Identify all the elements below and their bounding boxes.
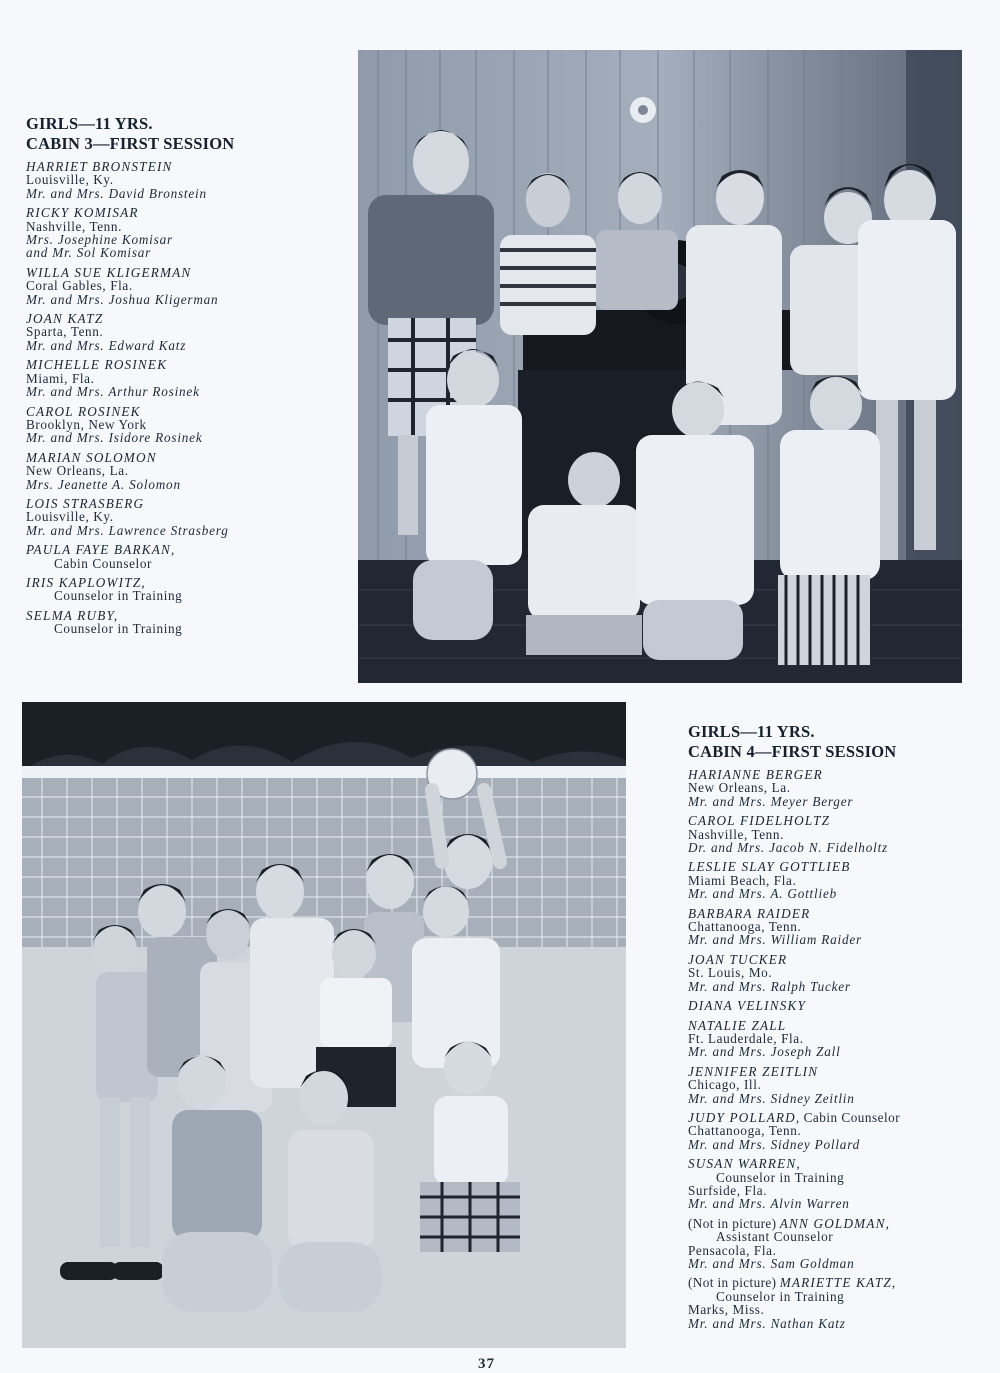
camper-name: LESLIE SLAY GOTTLIEB	[688, 859, 851, 875]
roster-entry	[688, 1217, 988, 1271]
not-in-picture-note: (Not in picture)	[688, 1275, 777, 1291]
roster-entry	[688, 814, 988, 854]
hometown: New Orleans, La.	[26, 463, 129, 479]
entry-name-line	[688, 768, 988, 781]
hometown: Surfside, Fla.	[688, 1182, 768, 1198]
hometown: Pensacola, Fla.	[688, 1242, 777, 1258]
roster-entry	[688, 1276, 988, 1330]
roster-entry	[26, 312, 351, 352]
cabin4-heading-line2: CABIN 4—FIRST SESSION	[688, 742, 897, 761]
entry-name-line	[688, 814, 988, 827]
roster-entry	[688, 1111, 988, 1151]
roster-entry	[26, 266, 351, 306]
cabin4-group-photo	[22, 702, 626, 1348]
entry-name-line	[26, 543, 351, 556]
parents: Mr. and Mrs. Sam Goldman	[688, 1256, 855, 1271]
counselor-role: Counselor in Training	[54, 621, 183, 637]
camper-name: WILLA SUE KLIGERMAN	[26, 264, 192, 280]
camper-name: DIANA VELINSKY	[688, 998, 807, 1014]
parents: Mr. and Mrs. Isidore Rosinek	[26, 430, 203, 446]
parents: Mr. and Mrs. Joseph Zall	[688, 1044, 841, 1060]
parents: Mr. and Mrs. A. Gottlieb	[688, 886, 837, 902]
hometown: Nashville, Tenn.	[26, 218, 122, 234]
cabin3-photo-image	[358, 50, 962, 683]
camper-name: SELMA RUBY,	[26, 607, 119, 623]
cabin3-group-photo	[358, 50, 962, 683]
entry-name-line	[26, 451, 351, 464]
roster-entry	[26, 160, 351, 200]
entry-name-line	[26, 497, 351, 510]
camper-name: IRIS KAPLOWITZ,	[26, 574, 146, 590]
parents-continued: and Mr. Sol Komisar	[26, 245, 152, 261]
roster-entry	[26, 206, 351, 260]
roster-entry	[688, 1019, 988, 1059]
hometown: St. Louis, Mo.	[688, 965, 773, 981]
parents: Mr. and Mrs. Ralph Tucker	[688, 978, 851, 994]
hometown: Chattanooga, Tenn.	[688, 1123, 802, 1139]
parents: Mr. and Mrs. Joshua Kligerman	[26, 291, 219, 307]
camper-name: JOAN TUCKER	[688, 951, 788, 967]
counselor-role: Cabin Counselor	[54, 555, 153, 571]
cabin3-list	[26, 160, 351, 636]
camper-name: JUDY POLLARD,	[688, 1109, 801, 1125]
counselor-role: Counselor in Training	[716, 1288, 845, 1304]
camper-name: ANN GOLDMAN,	[779, 1215, 891, 1231]
camper-name: RICKY KOMISAR	[26, 205, 139, 221]
camper-name: PAULA FAYE BARKAN,	[26, 542, 176, 558]
parents: Mr. and Mrs. William Raider	[688, 932, 862, 948]
counselor-role: Counselor in Training	[54, 588, 183, 604]
camper-name: MARIAN SOLOMON	[26, 449, 157, 465]
camper-name: BARBARA RAIDER	[688, 905, 811, 921]
parents: Mr. and Mrs. Nathan Katz	[688, 1315, 846, 1331]
counselor-role: Cabin Counselor	[803, 1109, 901, 1125]
entry-name-line	[26, 206, 351, 219]
entry-name-line	[688, 1157, 988, 1170]
parents: Mr. and Mrs. David Bronstein	[26, 185, 207, 201]
camper-name: HARRIET BRONSTEIN	[26, 159, 173, 174]
parents: Mrs. Jeanette A. Solomon	[26, 476, 181, 492]
hometown: Nashville, Tenn.	[688, 826, 784, 842]
roster-entry	[26, 451, 351, 491]
entry-name-line	[688, 907, 988, 920]
entry-name-line	[688, 1111, 988, 1124]
hometown: Chattanooga, Tenn.	[688, 919, 802, 935]
cabin3-roster	[26, 114, 351, 636]
entry-name-line	[26, 576, 351, 589]
entry-name-line	[26, 609, 351, 622]
hometown: Louisville, Ky.	[26, 172, 114, 188]
roster-entry	[688, 907, 988, 947]
not-in-picture-note: (Not in picture)	[688, 1215, 777, 1231]
camper-name: MARIETTE KATZ,	[779, 1275, 897, 1291]
hometown: Coral Gables, Fla.	[26, 278, 133, 294]
camper-name: CAROL FIDELHOLTZ	[688, 813, 831, 829]
entry-name-line	[688, 1065, 988, 1078]
parents: Mrs. Josephine Komisar	[26, 232, 173, 248]
parents: Mr. and Mrs. Alvin Warren	[688, 1196, 850, 1212]
roster-entry	[26, 576, 351, 603]
parents: Mr. and Mrs. Arthur Rosinek	[26, 384, 200, 400]
roster-entry	[688, 953, 988, 993]
hometown: Miami Beach, Fla.	[688, 872, 797, 888]
camper-name: SUSAN WARREN,	[688, 1156, 801, 1172]
parents: Mr. and Mrs. Lawrence Strasberg	[26, 522, 229, 538]
cabin4-roster	[688, 722, 988, 1330]
camper-name: HARIANNE BERGER	[688, 767, 823, 782]
camper-name: CAROL ROSINEK	[26, 403, 141, 419]
roster-entry	[26, 609, 351, 636]
entry-name-line	[26, 312, 351, 325]
roster-entry	[688, 999, 988, 1012]
entry-name-line	[26, 160, 351, 173]
roster-entry	[26, 358, 351, 398]
parents: Dr. and Mrs. Jacob N. Fidelholtz	[688, 840, 888, 856]
camper-name: NATALIE ZALL	[688, 1017, 787, 1033]
counselor-role: Assistant Counselor	[716, 1229, 834, 1245]
camper-name: LOIS STRASBERG	[26, 495, 145, 511]
hometown: Miami, Fla.	[26, 370, 95, 386]
entry-name-line	[26, 405, 351, 418]
cabin3-heading-line2: CABIN 3—FIRST SESSION	[26, 134, 235, 153]
hometown: New Orleans, La.	[688, 780, 791, 796]
hometown: Brooklyn, New York	[26, 416, 147, 432]
hometown: Sparta, Tenn.	[26, 324, 104, 340]
roster-entry	[26, 543, 351, 570]
parents: Mr. and Mrs. Sidney Zeitlin	[688, 1090, 855, 1106]
camper-name: JOAN KATZ	[26, 311, 104, 327]
hometown: Louisville, Ky.	[26, 509, 114, 525]
entry-name-line	[688, 860, 988, 873]
cabin4-list	[688, 768, 988, 1330]
page-number: 37	[478, 1356, 495, 1372]
parents: Mr. and Mrs. Edward Katz	[26, 337, 187, 353]
hometown: Marks, Miss.	[688, 1302, 765, 1318]
cabin4-heading-line1: GIRLS—11 YRS.	[688, 722, 815, 741]
cabin4-photo-image	[22, 702, 626, 1348]
entry-name-line	[26, 358, 351, 371]
cabin3-heading-line1: GIRLS—11 YRS.	[26, 114, 153, 133]
parents: Mr. and Mrs. Sidney Pollard	[688, 1136, 861, 1152]
counselor-role: Counselor in Training	[716, 1169, 845, 1185]
entry-name-line	[688, 953, 988, 966]
entry-name-line	[26, 266, 351, 279]
camper-name: JENNIFER ZEITLIN	[688, 1063, 819, 1079]
entry-name-line	[688, 1217, 988, 1230]
entry-name-line	[688, 1019, 988, 1032]
roster-entry	[688, 1065, 988, 1105]
roster-entry	[26, 405, 351, 445]
roster-entry	[688, 860, 988, 900]
hometown: Ft. Lauderdale, Fla.	[688, 1030, 804, 1046]
roster-entry	[688, 1157, 988, 1211]
roster-entry	[26, 497, 351, 537]
parents: Mr. and Mrs. Meyer Berger	[688, 793, 854, 809]
entry-name-line	[688, 999, 988, 1012]
camper-name: MICHELLE ROSINEK	[26, 357, 168, 373]
entry-name-line	[688, 1276, 988, 1289]
roster-entry	[688, 768, 988, 808]
hometown: Chicago, Ill.	[688, 1077, 762, 1093]
